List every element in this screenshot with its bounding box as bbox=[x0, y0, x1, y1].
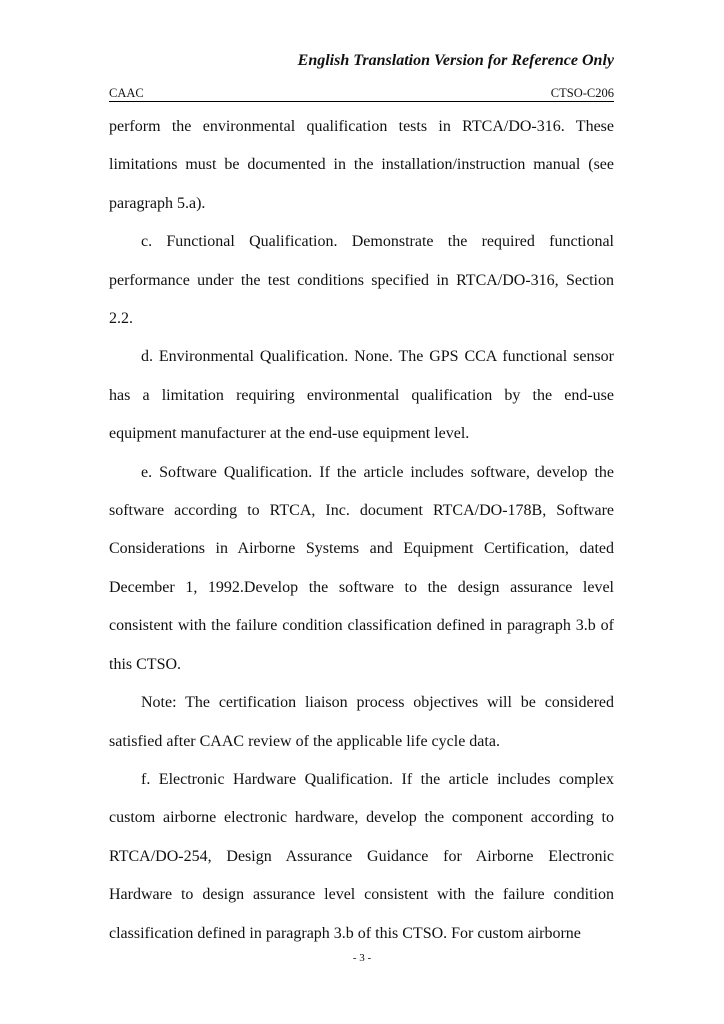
header-organization: CAAC bbox=[109, 86, 144, 100]
paragraph-software-qualification: e. Software Qualification. If the article includes software, develop the software according to RTCA, Inc. document RTCA/DO-178B, Software Considerations in Airborne Systems and Equipment Certification, dated December 1, 1992.Develop the software to the design assurance level consistent with the failure condition classification defined in paragraph 3.b of this CTSO. bbox=[109, 463, 614, 673]
paragraph-functional-qualification: c. Functional Qualification. Demonstrate the required functional performance under the test conditions specified in RTCA/DO-316, Section 2.2. bbox=[109, 233, 614, 328]
header-document-id: CTSO-C206 bbox=[550, 86, 614, 100]
paragraph-electronic-hardware-qualification: f. Electronic Hardware Qualification. If the article includes complex custom airborne electronic hardware, develop the component according to RTCA/DO-254, Design Assurance Guidance for Airborne Electronic Hardware to design assurance level consistent with the failure condition classification defined in paragraph 3.b of this CTSO. For custom airborne bbox=[109, 770, 614, 942]
paragraph-note: Note: The certification liaison process objectives will be considered satisfied after CAAC review of the applicable life cycle data. bbox=[109, 694, 614, 750]
paragraph-environmental-qualification: d. Environmental Qualification. None. The GPS CCA functional sensor has a limitation requiring environmental qualification by the end-use equipment manufacturer at the end-use equipment level. bbox=[109, 348, 614, 443]
document-body bbox=[109, 108, 614, 953]
translation-disclaimer: English Translation Version for Reference Only bbox=[297, 52, 614, 69]
paragraph-continuation: perform the environmental qualification tests in RTCA/DO-316. These limitations must be documented in the installation/instruction manual (see paragraph 5.a). bbox=[109, 118, 614, 212]
page-number: - 3 - bbox=[352, 952, 372, 964]
header-divider bbox=[109, 101, 614, 102]
